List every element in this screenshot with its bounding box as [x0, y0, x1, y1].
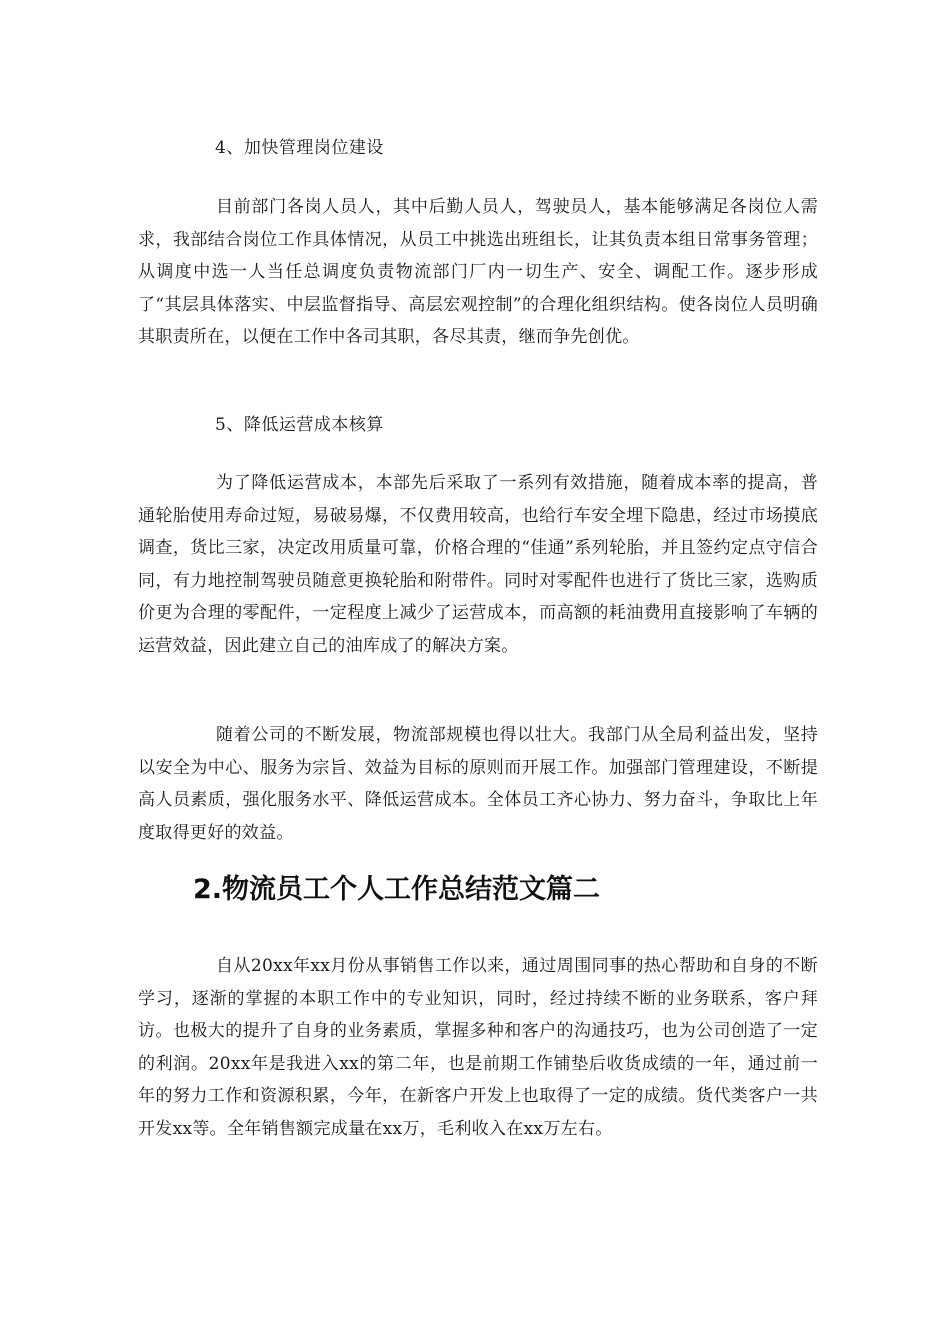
section-title-part-two: 2.物流员工个人工作总结范文篇二 [193, 874, 601, 905]
paragraph-sales-summary: 自从20xx年xx月份从事销售工作以来，通过周围同事的热心帮助和自身的不断学习，逐渐的掌握的本职工作中的专业知识，同时，经过持续不断的业务联系，客户拜访。也极大的提升了自身的业务素质，掌握多种和客户的沟通技巧，也为公司创造了一定的利润。20xx年是我进入xx的第二年，也是前期工作铺垫后收货成绩的一年，通过前一年的努力工作和资源积累，今年，在新客户开发上也取得了一定的成绩。货代类客户一共开发xx等。全年销售额完成量在xx万，毛利收入在xx万左右。 [138, 956, 818, 1139]
subheading-speed-up-post-construction: 4、加快管理岗位建设 [215, 138, 384, 158]
subheading-reduce-operating-cost: 5、降低运营成本核算 [215, 415, 384, 435]
paragraph-reduce-operating-cost: 为了降低运营成本，本部先后采取了一系列有效措施，随着成本率的提高，普通轮胎使用寿命过短，易破易爆，不仅费用较高，也给行车安全埋下隐患，经过市场摸底调查，货比三家，决定改用质量可靠，价格合理的“佳通”系列轮胎，并且签约定点守信合同，有力地控制驾驶员随意更换轮胎和附带件。同时对零配件也进行了货比三家，选购质价更为合理的零配件，一定程度上减少了运营成本，而高额的耗油费用直接影响了车辆的运营效益，因此建立自己的油库成了的解决方案。 [138, 473, 818, 656]
paragraph-post-construction: 目前部门各岗人员人，其中后勤人员人，驾驶员人，基本能够满足各岗位人需求，我部结合岗位工作具体情况，从员工中挑选出班组长，让其负责本组日常事务管理；从调度中选一人当任总调度负责物流部门厂内一切生产、安全、调配工作。逐步形成了“其层具体落实、中层监督指导、高层宏观控制”的合理化组织结构。使各岗位人员明确其职责所在，以便在工作中各司其职，各尽其责，继而争先创优。 [138, 197, 818, 347]
paragraph-department-development: 随着公司的不断发展，物流部规模也得以壮大。我部门从全局利益出发，坚持以安全为中心、服务为宗旨、效益为目标的原则而开展工作。加强部门管理建设，不断提高人员素质，强化服务水平、降低运营成本。全体员工齐心协力、努力奋斗，争取比上年度取得更好的效益。 [138, 725, 818, 843]
